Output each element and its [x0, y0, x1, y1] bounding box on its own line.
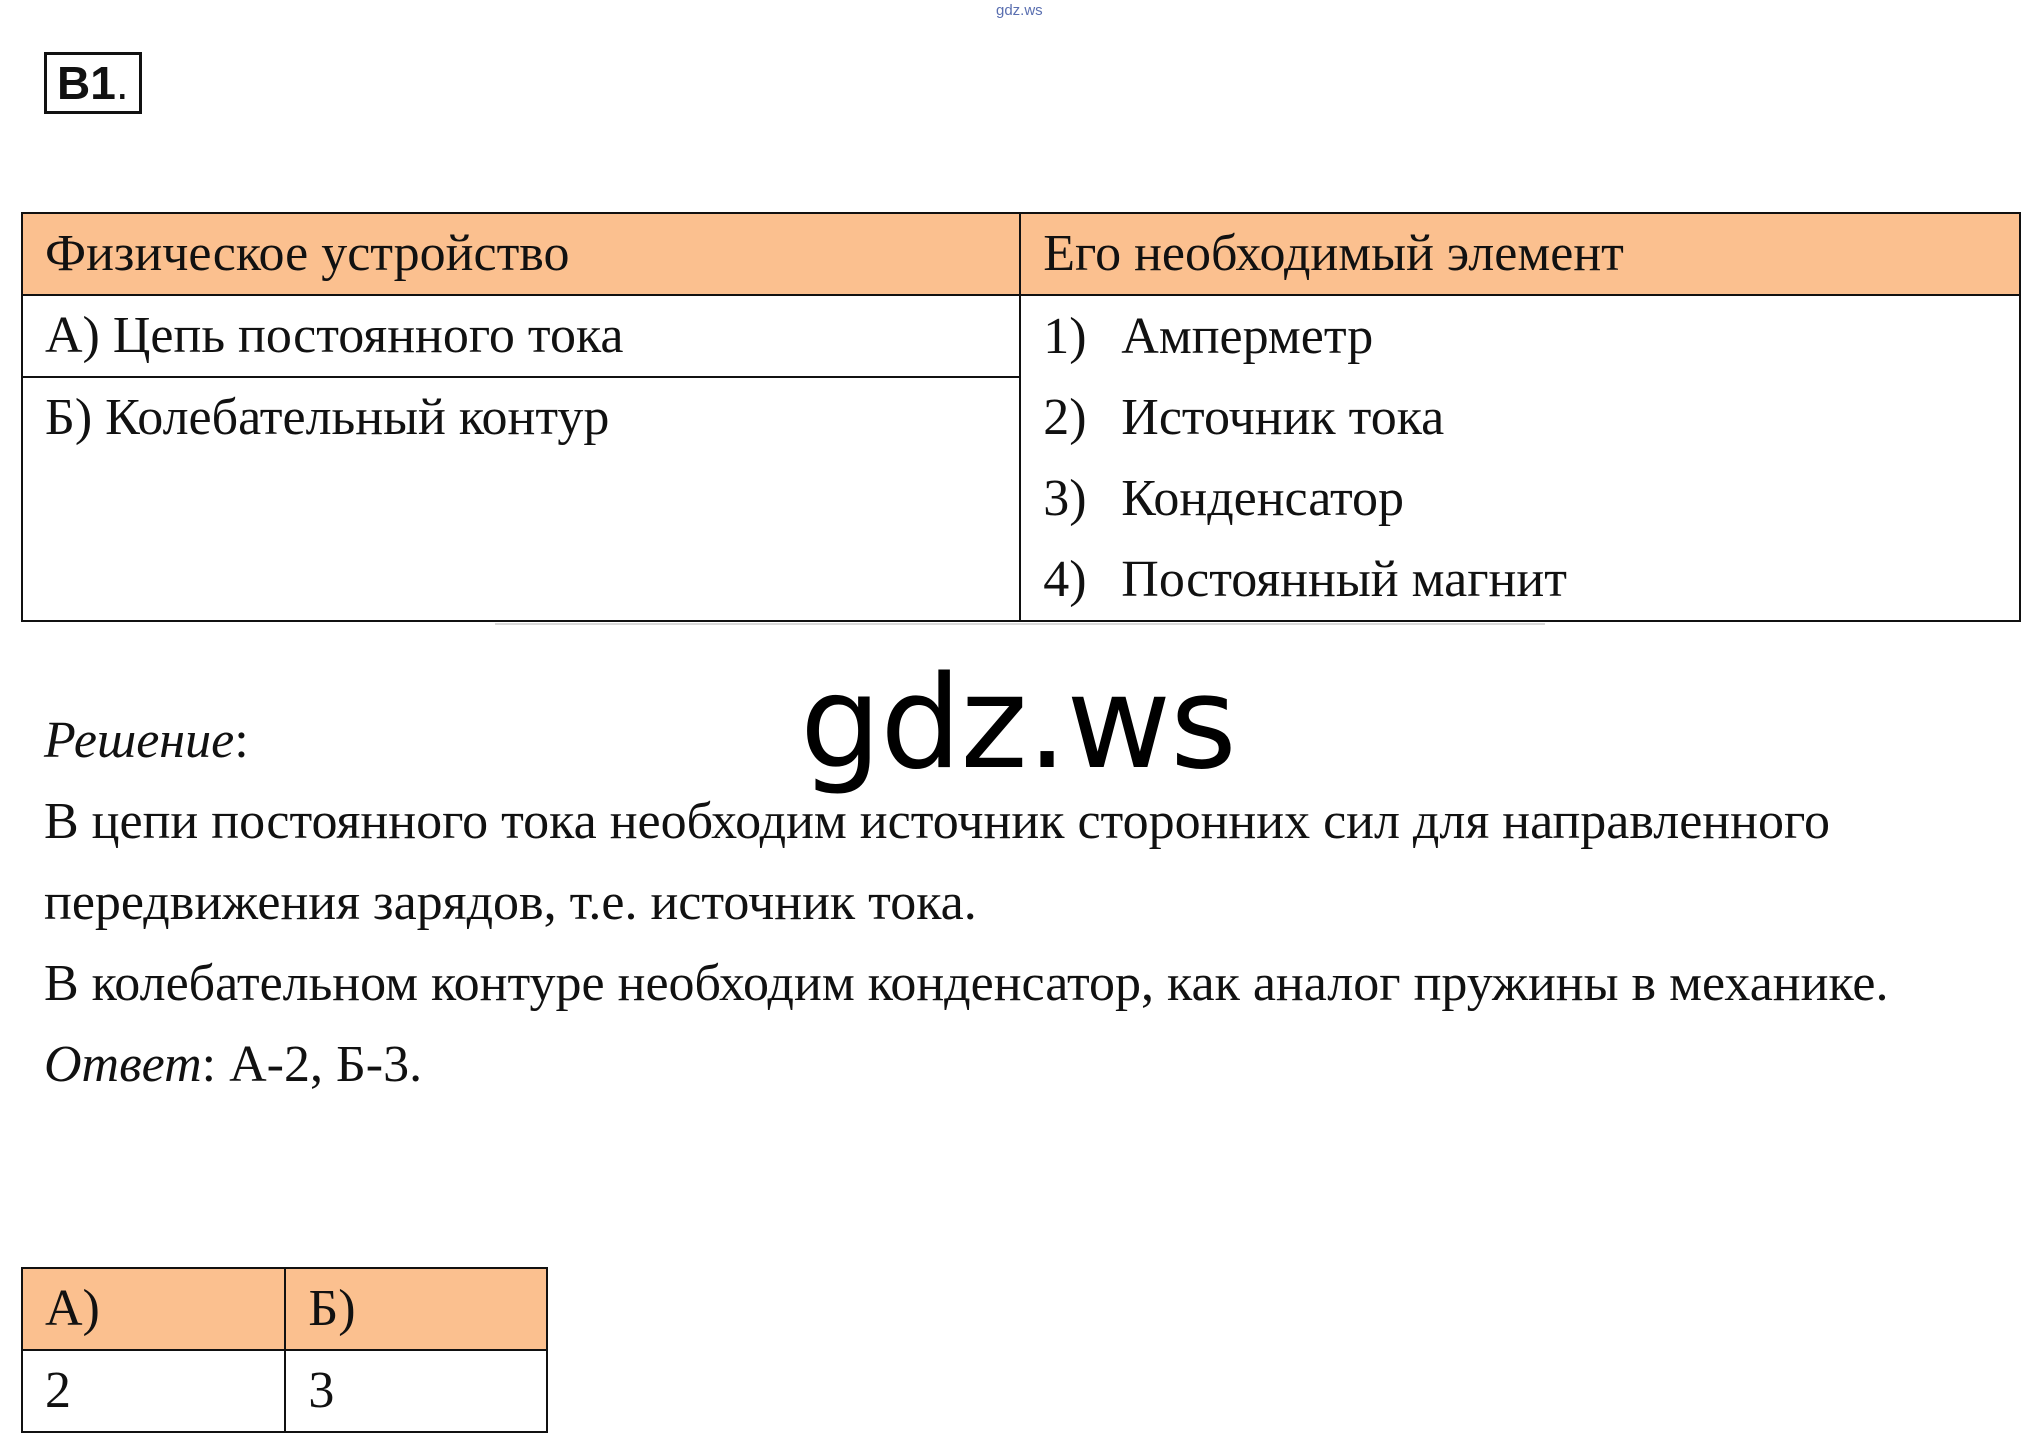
header-element: Его необходимый элемент [1020, 213, 2020, 295]
answer-label: Ответ [44, 1036, 202, 1093]
answer-header-b: Б) [285, 1268, 547, 1350]
element-option [1043, 539, 1997, 620]
matching-table-header-row [22, 213, 2020, 295]
elements-list [1020, 295, 2020, 621]
element-option-number: 2) [1043, 389, 1087, 446]
faint-divider [495, 623, 1545, 625]
element-option-label: Источник тока [1121, 389, 1445, 446]
element-option-number: 1) [1043, 308, 1087, 365]
solution-paragraph-1: В цепи постоянного тока необходим источник сторонних сил для направленного передвижения зарядов, т.е. источник тока. [44, 793, 1830, 931]
header-device: Физическое устройство [22, 213, 1020, 295]
device-b: Б) Колебательный контур [22, 377, 1020, 621]
task-number: В1 [57, 57, 116, 109]
element-option-label: Амперметр [1121, 308, 1374, 365]
element-option-label: Конденсатор [1121, 470, 1405, 527]
site-watermark: gdz.ws [800, 649, 1236, 798]
top-watermark-text: gdz.ws [996, 2, 1043, 19]
element-option [1043, 377, 1997, 458]
answer-line [44, 1024, 2004, 1105]
task-label [44, 52, 142, 114]
answer-text: : А-2, Б-3. [201, 1036, 423, 1093]
matching-table [21, 212, 2021, 622]
matching-table-row [22, 295, 2020, 377]
answer-table-header-row [22, 1268, 547, 1350]
solution-heading-label: Решение [44, 712, 235, 769]
solution-paragraph-2: В колебательном контуре необходим конденсатор, как аналог пружины в механике. [44, 955, 1889, 1012]
task-number-dot: . [115, 57, 129, 109]
answer-table-value-row [22, 1350, 547, 1432]
answer-value-b: 3 [285, 1350, 547, 1432]
element-option-number: 3) [1043, 470, 1087, 527]
element-option [1043, 296, 1997, 377]
solution-heading-colon: : [234, 712, 249, 769]
answer-value-a: 2 [22, 1350, 285, 1432]
element-option-number: 4) [1043, 551, 1087, 608]
answer-table [21, 1267, 548, 1433]
element-option [1043, 458, 1997, 539]
answer-header-a: А) [22, 1268, 285, 1350]
element-option-label: Постоянный магнит [1121, 551, 1567, 608]
device-a: А) Цепь постоянного тока [22, 295, 1020, 377]
